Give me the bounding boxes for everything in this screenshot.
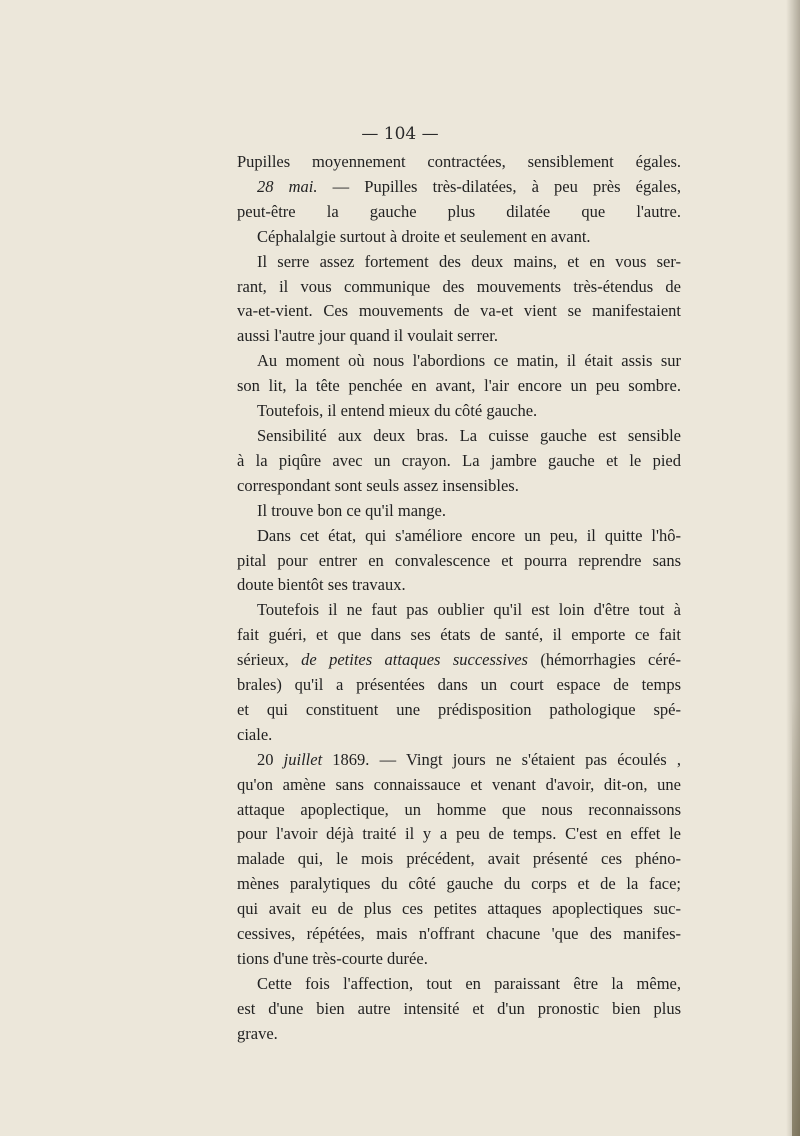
text-line: va-et-vient. Ces mouvements de va-et vient se manifestaient: [237, 301, 681, 321]
text-line: cessives, répétées, mais n'offrant chacune 'que des manifes-: [237, 924, 681, 944]
text-line: doute bientôt ses travaux.: [237, 575, 406, 595]
text-line: est d'une bien autre intensité et d'un pronostic bien plus: [237, 998, 681, 1018]
text-line: Au moment où nous l'abordions ce matin, il était assis sur: [257, 351, 681, 371]
text-line: [237, 648, 681, 673]
text-fragment: 1869. — Vingt jours ne s'étaient pas écoulés ,: [322, 749, 681, 769]
text-line: Toutefois il ne faut pas oublier qu'il est loin d'être tout à: [257, 600, 681, 620]
text-line: aussi l'autre jour quand il voulait serrer.: [237, 326, 498, 346]
text-line: tions d'une très-courte durée.: [237, 949, 428, 968]
body-text: [237, 150, 681, 1047]
text-line: Cette fois l'affection, tout en paraissant être la même,: [257, 973, 681, 993]
text-fragment: de petites attaques successives: [301, 650, 528, 670]
text-line: pital pour entrer en convalescence et pourra reprendre sans: [237, 550, 681, 570]
text-line: brales) qu'il a présentées dans un court espace de temps: [237, 675, 681, 695]
text-line: grave.: [237, 1023, 278, 1043]
text-line: Sensibilité aux deux bras. La cuisse gauche est sensible: [257, 425, 681, 445]
text-fragment: juillet: [283, 749, 323, 769]
text-line: Dans cet état, qui s'améliore encore un peu, il quitte l'hô-: [257, 525, 681, 545]
text-line: pour l'avoir déjà traité il y a peu de temps. C'est en effet le: [237, 824, 681, 844]
text-line: et qui constituent une prédisposition pathologique spé-: [237, 699, 681, 719]
text-line: fait guéri, et que dans ses états de santé, il emporte ce fait: [237, 625, 681, 645]
text-line: son lit, la tête penchée en avant, l'air encore un peu sombre.: [237, 376, 681, 396]
text-line: correspondant sont seuls assez insensibles.: [237, 475, 519, 495]
text-line: [237, 748, 681, 773]
text-line: mènes paralytiques du côté gauche du corps et de la face;: [237, 874, 681, 894]
text-fragment: sérieux,: [237, 650, 302, 670]
text-line: peut-être la gauche plus dilatée que l'autre.: [237, 201, 681, 221]
text-line: Il serre assez fortement des deux mains, et en vous ser-: [257, 251, 681, 271]
text-line: Céphalalgie surtout à droite et seulement en avant.: [257, 226, 591, 246]
text-line: qui avait eu de plus ces petites attaques apoplectiques suc-: [237, 899, 681, 919]
text-line: à la piqûre avec un crayon. La jambre gauche et le pied: [237, 450, 681, 470]
text-line: malade qui, le mois précédent, avait présenté ces phéno-: [237, 849, 681, 869]
text-line: qu'on amène sans connaissauce et venant d'avoir, dit-on, une: [237, 774, 681, 794]
text-line: Pupilles moyennement contractées, sensiblement égales.: [237, 152, 681, 171]
text-fragment: — Pupilles très-dilatées, à peu près égales,: [317, 176, 681, 196]
page-edge-stain: [792, 700, 800, 1136]
text-line: Il trouve bon ce qu'il mange.: [257, 500, 447, 520]
text-line: Toutefois, il entend mieux du côté gauche.: [257, 401, 538, 421]
text-fragment: 20: [257, 749, 284, 769]
text-fragment: 28 mai.: [257, 176, 318, 196]
text-line: attaque apoplectique, un homme que nous reconnaissons: [237, 799, 681, 819]
text-line: rant, il vous communique des mouvements très-étendus de: [237, 276, 681, 296]
text-line: ciale.: [237, 724, 273, 744]
text-line: [237, 175, 681, 200]
page-number: — 104 —: [361, 124, 439, 144]
text-fragment: (hémorrhagies céré-: [527, 650, 681, 670]
